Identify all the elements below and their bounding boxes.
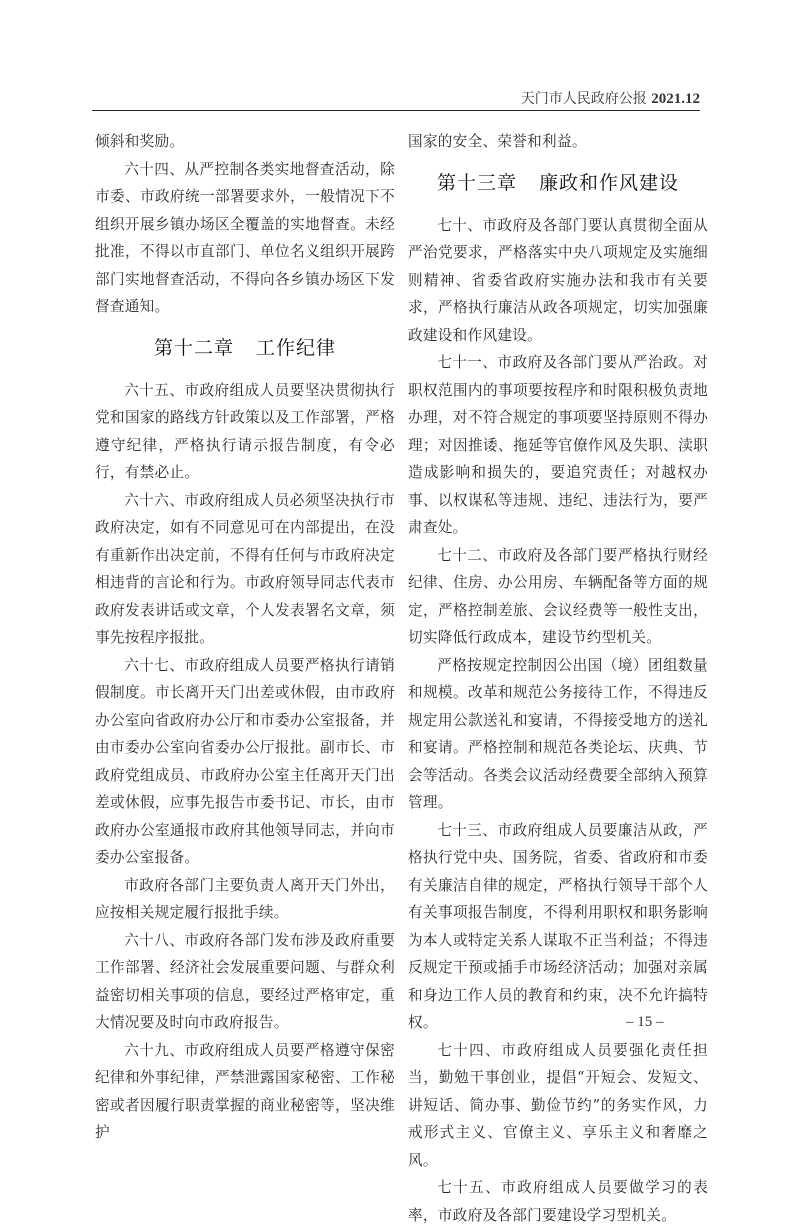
paragraph: 六十八、市政府各部门发布涉及政府重要工作部署、经济社会发展重要问题、与群众利益密切相关事项的信息，要经过严格审定，重大情况要及时向市政府报告。 [95, 931, 395, 1031]
publication-name: 天门市人民政府公报 [520, 91, 647, 107]
paragraph: 六十五、市政府组成人员要坚决贯彻执行党和国家的路线方针政策以及工作部署，严格遵守纪律，严格执行请示报告制度，有令必行，有禁必止。 [95, 381, 395, 481]
paragraph: 倾斜和奖励。 [95, 133, 185, 150]
issue-number: 2021.12 [651, 91, 700, 107]
paragraph: 六十九、市政府组成人员要严格遵守保密纪律和外事纪律，严禁泄露国家秘密、工作秘密或者因履行职责掌握的商业秘密等，坚决维护 [95, 1041, 395, 1141]
paragraph: 七十五、市政府组成人员要做学习的表率，市政府及各部门要建设学习型机关。 [408, 1179, 708, 1224]
paragraph: 六十四、从严控制各类实地督查活动，除市委、市政府统一部署要求外，一般情况下不组织开展乡镇办场区全覆盖的实地督查。未经批准，不得以市直部门、单位名义组织开展跨部门实地督查活动，不得向各乡镇办场区下发督查通知。 [95, 160, 395, 315]
paragraph: 七十、市政府及各部门要认真贯彻全面从严治党要求，严格落实中央八项规定及实施细则精神、省委省政府实施办法和我市有关要求，严格执行廉洁从政各项规定，切实加强廉政建设和作风建设。 [408, 216, 708, 344]
paragraph: 七十三、市政府组成人员要廉洁从政，严格执行党中央、国务院，省委、省政府和市委有关廉洁自律的规定，严格执行领导干部个人有关事项报告制度，不得利用职权和职务影响为本人或特定关系人谋取不正当利益；不得违反规定干预或插手市场经济活动；加强对亲属和身边工作人员的教育和约束，决不允许搞特权。 [408, 821, 708, 1031]
paragraph: 市政府各部门主要负责人离开天门外出，应按相关规定履行报批手续。 [95, 876, 395, 921]
right-column [408, 128, 708, 1229]
paragraph: 七十四、市政府组成人员要强化责任担当，勤勉干事创业，提倡“开短会、发短文、讲短话、简办事、勤俭节约”的务实作风，力戒形式主义、官僚主义、享乐主义和奢靡之风。 [408, 1041, 708, 1169]
chapter-number: 第十二章 [153, 336, 234, 359]
header-title [521, 88, 700, 108]
paragraph: 七十二、市政府及各部门要严格执行财经纪律、住房、办公用房、车辆配备等方面的规定，严格控制差旅、会议经费等一般性支出，切实降低行政成本，建设节约型机关。 [408, 546, 708, 646]
left-column [95, 128, 395, 1147]
page-number: – 15 – [626, 1014, 664, 1030]
chapter-title: 廉政和作风建设 [539, 171, 680, 194]
paragraph: 国家的安全、荣誉和利益。 [408, 133, 587, 150]
chapter-title: 工作纪律 [256, 336, 337, 359]
paragraph: 七十一、市政府及各部门要从严治政。对职权范围内的事项要按程序和时限积极负责地办理，对不符合规定的事项要坚持原则不得办理；对因推诿、拖延等官僚作风及失职、渎职造成影响和损失的，要追究责任；对越权办事、以权谋私等违规、违纪、违法行为，要严肃查处。 [408, 354, 708, 536]
running-header [92, 88, 700, 111]
chapter-number: 第十三章 [436, 171, 517, 194]
chapter-heading [95, 333, 395, 363]
paragraph: 六十六、市政府组成人员必须坚决执行市政府决定，如有不同意见可在内部提出，在没有重新作出决定前，不得有任何与市政府决定相违背的言论和行为。市政府领导同志代表市政府发表讲话或文章，个人发表署名文章，须事先按程序报批。 [95, 491, 395, 646]
paragraph: 严格按规定控制因公出国（境）团组数量和规模。改革和规范公务接待工作，不得违反规定用公款送礼和宴请，不得接受地方的送礼和宴请。严格控制和规范各类论坛、庆典、节会等活动。各类会议活动经费要全部纳入预算管理。 [408, 656, 708, 811]
chapter-heading [408, 168, 708, 198]
paragraph: 六十七、市政府组成人员要严格执行请销假制度。市长离开天门出差或休假，由市政府办公室向省政府办公厅和市委办公室报备，并由市委办公室向省委办公厅报批。副市长、市政府党组成员、市政府办公室主任离开天门出差或休假，应事先报告市委书记、市长，由市政府办公室通报市政府其他领导同志，并向市委办公室报备。 [95, 656, 395, 866]
